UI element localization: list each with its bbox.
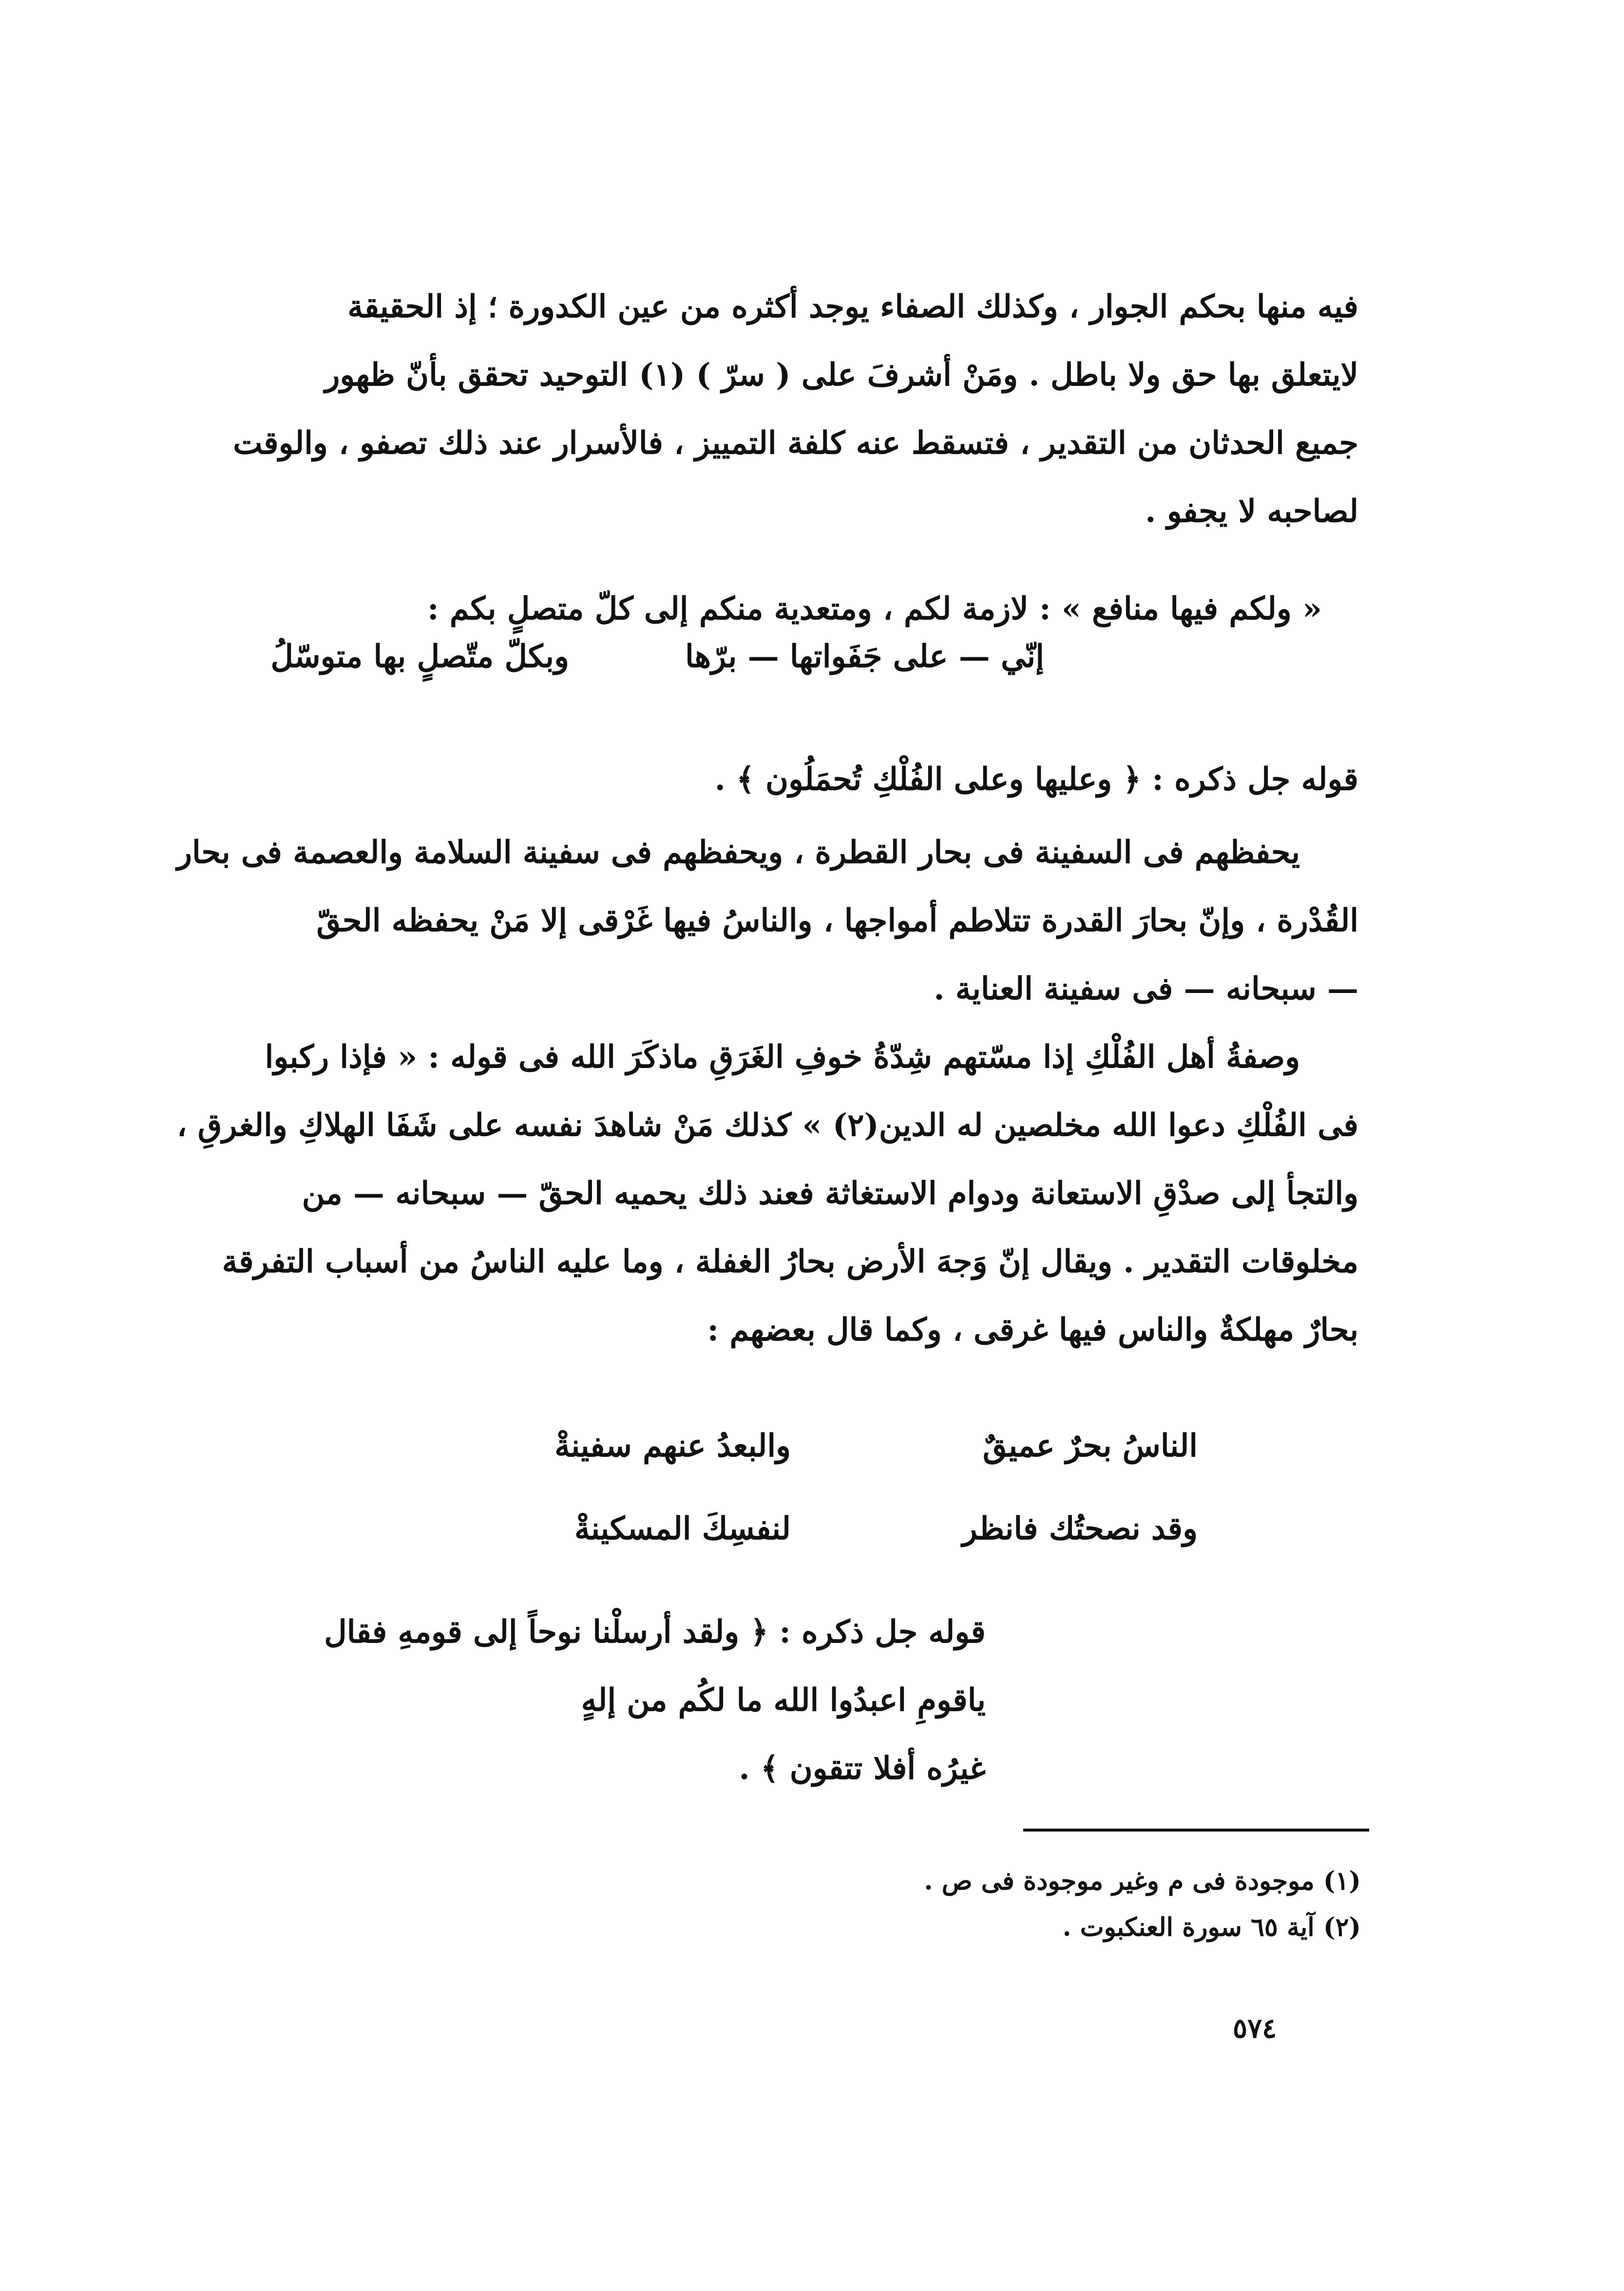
paragraph-1-line: لصاحبه لا يجفو .	[1145, 493, 1358, 530]
paragraph-1-line: لايتعلق بها حق ولا باطل . ومَنْ أشرفَ على ( سرّ ) (١) التوحيد تحقق بأنّ ظهور	[325, 357, 1358, 393]
paragraph-5-line: مخلوقات التقدير . ويقال إنّ وَجهَ الأرض بحارُ الغفلة ، وما عليه الناسُ من أسباب التفرقة	[222, 1243, 1358, 1280]
paragraph-5-line: بحارٌ مهلكةٌ والناس فيها غرقى ، وكما قال بعضهم :	[707, 1312, 1358, 1348]
paragraph-6-line: غيرُه أفلا تتقون ﴾ .	[739, 1750, 986, 1787]
paragraph-6-line: قوله جل ذكره : ﴿ ولقد أرسلْنا نوحاً إلى قومهِ فقال	[324, 1614, 986, 1650]
paragraph-5-line: والتجأ إلى صدْقِ الاستعانة ودوام الاستغاثة فعند ذلك يحميه الحقّ — سبحانه — من	[302, 1175, 1358, 1212]
paragraph-6	[265, 1598, 986, 1803]
footnote-divider	[1023, 1829, 1369, 1832]
verse-2-line-1-first-hemistich: الناسُ بحرٌ عميقٌ	[982, 1428, 1198, 1464]
page-number: ٥٧٤	[1233, 2012, 1277, 2044]
paragraph-6-line: ياقومِ اعبدُوا الله ما لكُم من إلهٍ	[581, 1682, 986, 1718]
paragraph-3-line: قوله جل ذكره : ﴿ وعليها وعلى الفُلْكِ تُحمَلُون ﴾ .	[714, 761, 1358, 798]
paragraph-5-line: وصفةُ أهل الفُلْكِ إذا مسّتهم شِدّةُ خوفِ الغَرَقِ ماذكَرَ الله فى قوله : « فإذا ركبوا	[265, 1039, 1300, 1075]
paragraph-5	[176, 1023, 1358, 1364]
verse-2-line-1-second-hemistich: والبعدُ عنهم سفينةْ	[554, 1428, 791, 1464]
verse-2-line-2-second-hemistich: لنفسِكَ المسكينةْ	[574, 1510, 791, 1547]
paragraph-2	[274, 575, 1322, 643]
paragraph-1-line: فيه منها بحكم الجوار ، وكذلك الصفاء يوجد أكثره من عين الكدورة ؛ إذ الحقيقة	[347, 288, 1358, 325]
verse-2-line-2-first-hemistich: وقد نصحتُك فانظر	[962, 1510, 1198, 1547]
paragraph-1-line: جميع الحدثان من التقدير ، فتسقط عنه كلفة التمييز ، فالأسرار عند ذلك تصفو ، والوقت	[233, 425, 1358, 461]
paragraph-1	[233, 273, 1358, 546]
verse-1-second-hemistich: وبكلّ متّصلٍ بها متوسّلُ	[270, 638, 569, 675]
paragraph-3	[277, 745, 1358, 814]
paragraph-4-line: — سبحانه — فى سفينة العناية .	[934, 971, 1358, 1007]
paragraph-5-line: فى الفُلْكِ دعوا الله مخلصين له الدين(٢) » كذلك مَنْ شاهدَ نفسه على شَفَا الهلاكِ والغرقِ ،	[176, 1107, 1358, 1144]
paragraph-2-line: « ولكم فيها منافع » : لازمة لكم ، ومتعدية منكم إلى كلّ متصلٍ بكم :	[427, 591, 1322, 627]
paragraph-4-line: يحفظهم فى السفينة فى بحار القطرة ، ويحفظهم فى سفينة السلامة والعصمة فى بحار	[177, 834, 1300, 871]
paragraph-4-line: القُدْرة ، وإنّ بحارَ القدرة تتلاطم أمواجها ، والناسُ فيها غَرْقى إلا مَنْ يحفظه الحقّ	[316, 902, 1358, 939]
paragraph-4	[177, 819, 1358, 1023]
verse-1-first-hemistich: إنّي — على جَفَواتها — برّها	[685, 638, 1044, 675]
footnote-1: (١) موجودة فى م وغير موجودة فى ص .	[924, 1866, 1361, 1896]
footnote-2: (٢) آية ٦٥ سورة العنكبوت .	[1062, 1912, 1361, 1942]
